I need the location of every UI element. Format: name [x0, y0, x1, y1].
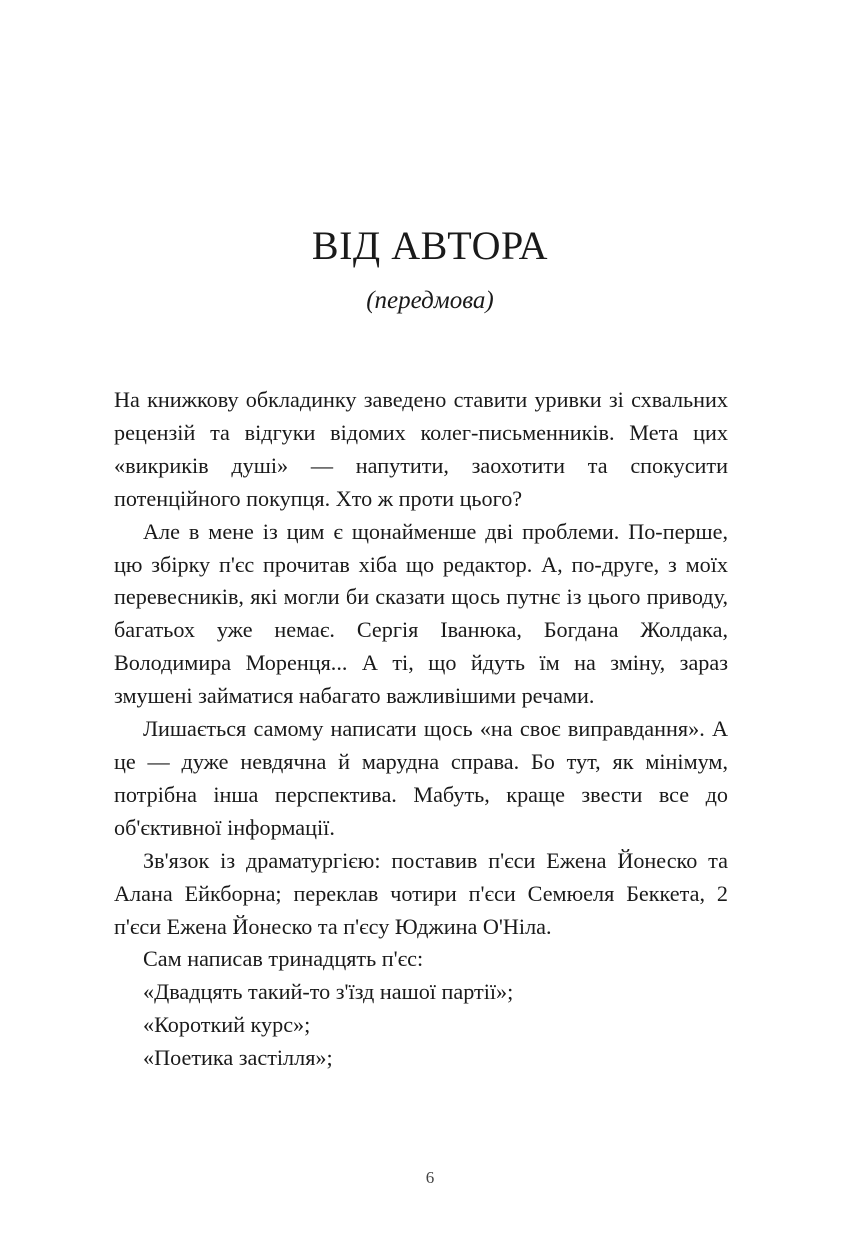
play-list-item-3: «Поетика застілля»;	[143, 1045, 333, 1071]
paragraph-4: Зв'язок із драматургією: поставив п'єси Ежена Йонеско та Алана Ейкборна; переклав чотири п'єси Семюеля Беккета, 2 п'єси Ежена Йонеско та п'єсу Юджина О'Ніла.	[114, 847, 728, 939]
paragraph-3: Лишається самому написати щось «на своє виправдання». А це — дуже невдячна й марудна справа. Бо тут, як мінімум, потрібна інша перспектива. Мабуть, краще звести все до об'єктивної інформації.	[114, 716, 728, 840]
play-list-item-1: «Двадцять такий-то з'їзд нашої партії»;	[143, 979, 514, 1005]
paragraph-2: Але в мене із цим є щонайменше дві проблеми. По-перше, цю збірку п'єс прочитав хіба що редактор. А, по-друге, з моїх перевесників, які могли би сказати щось путнє із цього приводу, багатьох уже немає. Сергія Іванюка, Богдана Жолдака, Володимира Моренця... А ті, що йдуть їм на зміну, зараз змушені займатися набагато важливішими речами.	[114, 518, 728, 709]
paragraph-1: На книжкову обкладинку заведено ставити уривки зі схвальних рецензій та відгуки відомих колег-письменників. Мета цих «викриків душі» — напутити, заохотити та спокусити потенційного покупця. Хто ж проти цього?	[114, 387, 728, 511]
page-number: 6	[425, 1168, 435, 1187]
paragraph-5: Сам написав тринадцять п'єс:	[143, 946, 424, 972]
play-list-item-2: «Короткий курс»;	[143, 1012, 311, 1038]
body-text	[114, 384, 728, 1075]
chapter-title: ВІД АВТОРА	[311, 223, 549, 268]
chapter-subtitle: (передмова)	[366, 287, 494, 314]
